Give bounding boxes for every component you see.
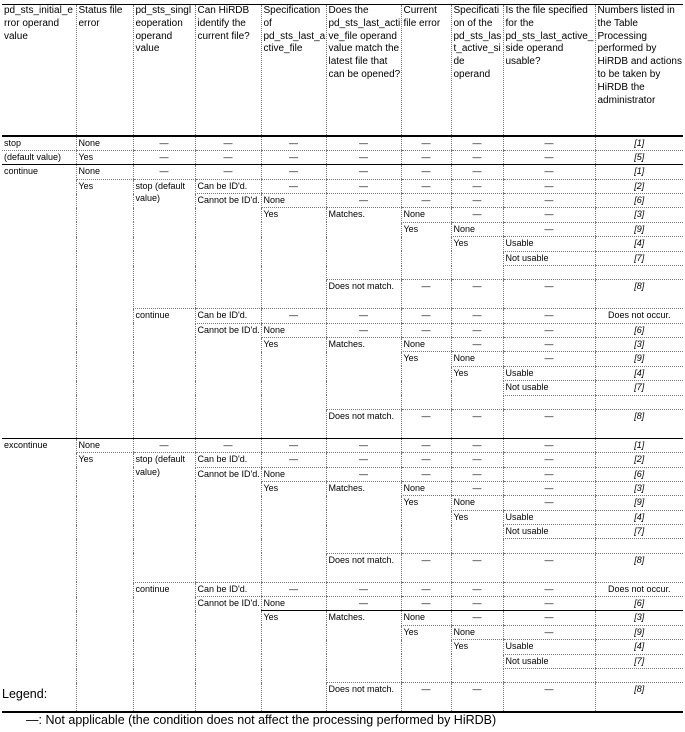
cell-side-usable: —	[503, 625, 595, 639]
cell-side-usable: —	[503, 194, 595, 208]
table-row	[2, 165, 683, 179]
cell-side-spec: —	[451, 467, 503, 481]
cell-file-match: Matches.	[326, 337, 401, 409]
cell-singleop: —	[133, 136, 195, 150]
cell-singleop: —	[133, 438, 195, 452]
legend-description: : Not applicable (the condition does not affect the processing performed by HiRDB)	[38, 713, 497, 727]
cell-file-spec: —	[261, 165, 326, 179]
cell-current-error: —	[401, 194, 451, 208]
processing-table	[2, 4, 683, 713]
cell-side-spec: —	[451, 582, 503, 596]
cell-side-usable: —	[503, 553, 595, 582]
cell-side-usable: —	[503, 467, 595, 481]
cell-side-usable: —	[503, 165, 595, 179]
header-identify-current-file: Can HiRDB identify the current file?	[195, 5, 261, 137]
cell-current-error: —	[401, 467, 451, 481]
cell-file-spec: Yes	[261, 481, 326, 582]
cell-identify: Cannot be ID'd.	[195, 194, 261, 309]
cell-status-error: Yes	[76, 150, 133, 164]
cell-ref: [7]	[595, 654, 683, 668]
cell-side-spec: —	[451, 179, 503, 193]
cell-side-spec: —	[451, 438, 503, 452]
cell-side-usable: Not usable	[503, 525, 595, 539]
cell-ref: [3]	[595, 337, 683, 351]
header-singleoperation: pd_sts_singleoperation operand value	[133, 5, 195, 137]
cell-singleop: —	[133, 165, 195, 179]
legend-symbol: —	[26, 713, 39, 727]
cell-identify: Cannot be ID'd.	[195, 323, 261, 438]
cell-identify: —	[195, 165, 261, 179]
cell-ref: [3]	[595, 208, 683, 222]
cell-side-spec: —	[451, 150, 503, 164]
cell-ref: [1]	[595, 165, 683, 179]
cell-ref: [6]	[595, 467, 683, 481]
cell-file-match: —	[326, 582, 401, 596]
legend-item	[26, 712, 496, 728]
cell-file-spec: None	[261, 194, 326, 208]
cell-side-spec: —	[451, 280, 503, 309]
cell-status-error: None	[76, 438, 133, 452]
cell-status-error: Yes	[76, 453, 133, 712]
cell-side-spec: —	[451, 208, 503, 222]
table-row	[2, 453, 683, 467]
cell-ref	[595, 395, 683, 409]
cell-side-usable: Not usable	[503, 381, 595, 395]
cell-file-spec: —	[261, 179, 326, 193]
cell-side-usable: —	[503, 582, 595, 596]
cell-identify: —	[195, 150, 261, 164]
cell-ref: [9]	[595, 625, 683, 639]
cell-side-spec: Yes	[451, 366, 503, 409]
cell-current-error: —	[401, 597, 451, 611]
cell-current-error: —	[401, 438, 451, 452]
cell-side-usable: —	[503, 309, 595, 323]
cell-current-error: —	[401, 453, 451, 467]
cell-file-match: —	[326, 597, 401, 611]
cell-side-usable	[503, 266, 595, 280]
cell-ref: [4]	[595, 640, 683, 654]
cell-initial-error: (default value)	[2, 150, 76, 164]
cell-file-match: Matches.	[326, 611, 401, 683]
cell-ref: [9]	[595, 352, 683, 366]
cell-side-spec: —	[451, 453, 503, 467]
cell-side-usable: —	[503, 352, 595, 366]
cell-side-spec: Yes	[451, 640, 503, 683]
cell-side-usable: —	[503, 597, 595, 611]
cell-side-usable: —	[503, 496, 595, 510]
cell-side-spec: —	[451, 409, 503, 438]
cell-singleop: continue	[133, 582, 195, 712]
cell-identify: Can be ID'd.	[195, 453, 261, 467]
cell-side-spec: —	[451, 683, 503, 712]
cell-file-spec: None	[261, 597, 326, 611]
cell-side-spec: —	[451, 611, 503, 625]
cell-file-match: —	[326, 309, 401, 323]
cell-side-spec: Yes	[451, 510, 503, 553]
cell-ref: [4]	[595, 237, 683, 251]
cell-side-spec: —	[451, 481, 503, 495]
cell-side-spec: Yes	[451, 237, 503, 280]
cell-ref: [3]	[595, 611, 683, 625]
cell-file-match: —	[326, 136, 401, 150]
cell-ref	[595, 669, 683, 683]
cell-current-error: —	[401, 582, 451, 596]
cell-side-spec: —	[451, 323, 503, 337]
cell-ref: [2]	[595, 453, 683, 467]
header-processing-numbers: Numbers listed in the Table Processing performed by HiRDB and actions to be taken by HiRDB the administrator	[595, 5, 683, 137]
cell-side-usable: Usable	[503, 366, 595, 380]
cell-current-error: Yes	[401, 352, 451, 410]
cell-side-spec: None	[451, 625, 503, 639]
header-current-file-error: Current file error	[401, 5, 451, 137]
cell-current-error: —	[401, 136, 451, 150]
cell-current-error: —	[401, 280, 451, 309]
cell-ref: [6]	[595, 597, 683, 611]
cell-file-match: —	[326, 194, 401, 208]
cell-side-usable: —	[503, 179, 595, 193]
cell-file-match: Does not match.	[326, 553, 401, 582]
cell-initial-error: continue	[2, 165, 76, 438]
cell-ref: [6]	[595, 194, 683, 208]
cell-side-usable: —	[503, 438, 595, 452]
cell-file-spec: —	[261, 150, 326, 164]
cell-side-spec: —	[451, 553, 503, 582]
cell-current-error: —	[401, 179, 451, 193]
cell-ref: [9]	[595, 496, 683, 510]
cell-side-usable: —	[503, 481, 595, 495]
header-initial-error: pd_sts_initial_error operand value	[2, 5, 76, 137]
cell-side-usable: Not usable	[503, 654, 595, 668]
cell-side-usable: —	[503, 611, 595, 625]
cell-identify: Can be ID'd.	[195, 309, 261, 323]
cell-side-usable: —	[503, 136, 595, 150]
cell-ref: [7]	[595, 525, 683, 539]
cell-file-spec: Yes	[261, 208, 326, 309]
cell-side-spec: —	[451, 597, 503, 611]
header-status-file-error: Status file error	[76, 5, 133, 137]
cell-file-spec: Yes	[261, 611, 326, 712]
cell-file-spec: Yes	[261, 337, 326, 438]
cell-file-spec: None	[261, 467, 326, 481]
cell-side-usable	[503, 669, 595, 683]
cell-side-usable: Not usable	[503, 251, 595, 265]
header-row	[2, 5, 683, 137]
cell-current-error: None	[401, 337, 451, 351]
cell-file-match: Does not match.	[326, 409, 401, 438]
cell-file-match: —	[326, 150, 401, 164]
cell-file-match: Matches.	[326, 208, 401, 280]
cell-identify: Cannot be ID'd.	[195, 467, 261, 582]
cell-identify: —	[195, 136, 261, 150]
cell-side-usable: —	[503, 683, 595, 712]
cell-current-error: None	[401, 208, 451, 222]
cell-ref: [9]	[595, 222, 683, 236]
cell-ref: [4]	[595, 510, 683, 524]
cell-current-error: —	[401, 409, 451, 438]
cell-current-error: Yes	[401, 496, 451, 554]
cell-side-usable: —	[503, 222, 595, 236]
cell-side-usable: —	[503, 208, 595, 222]
table-row	[2, 438, 683, 452]
cell-current-error: None	[401, 481, 451, 495]
cell-current-error: —	[401, 683, 451, 712]
cell-ref: Does not occur.	[595, 309, 683, 323]
table-row	[2, 136, 683, 150]
cell-identify: Can be ID'd.	[195, 582, 261, 596]
cell-current-error: None	[401, 611, 451, 625]
cell-file-match: —	[326, 438, 401, 452]
cell-identify: —	[195, 438, 261, 452]
cell-current-error: —	[401, 309, 451, 323]
cell-singleop: —	[133, 150, 195, 164]
cell-initial-error: excontinue	[2, 438, 76, 711]
cell-ref: [5]	[595, 150, 683, 164]
cell-ref: [6]	[595, 323, 683, 337]
cell-side-usable: Usable	[503, 510, 595, 524]
header-last-active-file-spec: Specification of pd_sts_last_active_file	[261, 5, 326, 137]
cell-side-spec: —	[451, 165, 503, 179]
cell-file-match: Does not match.	[326, 280, 401, 309]
legend-title: Legend:	[2, 687, 48, 701]
header-last-active-side-usable: Is the file specified for the pd_sts_last_active_side operand usable?	[503, 5, 595, 137]
cell-identify: Can be ID'd.	[195, 179, 261, 193]
cell-status-error: Yes	[76, 179, 133, 438]
table-row	[2, 150, 683, 164]
table-row	[2, 179, 683, 193]
cell-file-spec: —	[261, 453, 326, 467]
cell-side-spec: —	[451, 337, 503, 351]
cell-current-error: —	[401, 165, 451, 179]
cell-current-error: —	[401, 553, 451, 582]
cell-current-error: —	[401, 150, 451, 164]
cell-ref: [8]	[595, 553, 683, 582]
cell-side-spec: —	[451, 136, 503, 150]
cell-file-match: —	[326, 467, 401, 481]
cell-side-usable: —	[503, 453, 595, 467]
cell-file-match: —	[326, 179, 401, 193]
cell-side-spec: None	[451, 496, 503, 510]
cell-current-error: —	[401, 323, 451, 337]
cell-side-usable: —	[503, 337, 595, 351]
cell-ref: [7]	[595, 251, 683, 265]
cell-status-error: None	[76, 136, 133, 150]
cell-file-spec: —	[261, 309, 326, 323]
cell-side-usable	[503, 539, 595, 553]
cell-side-spec: —	[451, 309, 503, 323]
cell-file-match: —	[326, 453, 401, 467]
cell-initial-error: stop	[2, 136, 76, 150]
cell-file-match: Does not match.	[326, 683, 401, 712]
cell-ref: Does not occur.	[595, 582, 683, 596]
header-last-active-side-spec: Specification of the pd_sts_last_active_side operand	[451, 5, 503, 137]
cell-ref: [8]	[595, 280, 683, 309]
cell-file-spec: —	[261, 136, 326, 150]
cell-side-usable: —	[503, 150, 595, 164]
cell-ref: [7]	[595, 381, 683, 395]
cell-ref	[595, 266, 683, 280]
cell-file-match: —	[326, 165, 401, 179]
cell-side-spec: None	[451, 352, 503, 366]
cell-singleop: stop (default value)	[133, 179, 195, 309]
cell-ref: [2]	[595, 179, 683, 193]
cell-singleop: continue	[133, 309, 195, 439]
cell-current-error: Yes	[401, 222, 451, 280]
cell-ref: [1]	[595, 438, 683, 452]
cell-ref: [8]	[595, 683, 683, 712]
cell-ref: [3]	[595, 481, 683, 495]
cell-side-spec: None	[451, 222, 503, 236]
cell-current-error: Yes	[401, 625, 451, 683]
cell-ref: [1]	[595, 136, 683, 150]
cell-side-usable: —	[503, 280, 595, 309]
cell-file-match: Matches.	[326, 481, 401, 553]
cell-side-usable: —	[503, 409, 595, 438]
cell-identify: Cannot be ID'd.	[195, 597, 261, 712]
cell-file-spec: —	[261, 438, 326, 452]
cell-file-spec: None	[261, 323, 326, 337]
cell-file-spec: —	[261, 582, 326, 596]
cell-side-usable: —	[503, 323, 595, 337]
cell-status-error: None	[76, 165, 133, 179]
cell-ref: [8]	[595, 409, 683, 438]
cell-ref: [4]	[595, 366, 683, 380]
cell-side-usable: Usable	[503, 640, 595, 654]
cell-side-usable: Usable	[503, 237, 595, 251]
cell-side-spec: —	[451, 194, 503, 208]
cell-side-usable	[503, 395, 595, 409]
header-last-active-file-match: Does the pd_sts_last_active_file operand value match the latest file that can be opened?	[326, 5, 401, 137]
cell-singleop: stop (default value)	[133, 453, 195, 583]
cell-file-match: —	[326, 323, 401, 337]
cell-ref	[595, 539, 683, 553]
